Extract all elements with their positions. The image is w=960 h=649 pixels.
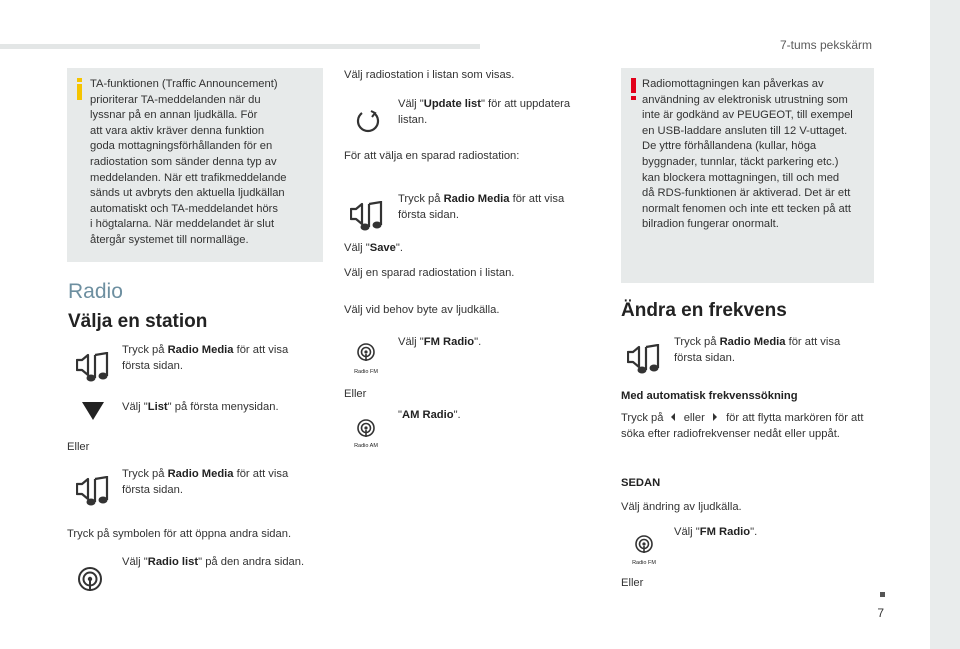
info-box (67, 68, 323, 262)
heading-change-frequency: Ändra en frekvens (621, 300, 787, 321)
intro-select-list: Välj radiostation i listan som visas. (344, 69, 515, 81)
section-title-radio: Radio (68, 280, 123, 303)
step-radio-media: Tryck på Radio Media för att visa första sidan. (122, 344, 289, 372)
page-number: 7 (877, 606, 884, 620)
step-radio-media-3: Tryck på Radio Media för att visa första sidan. (398, 193, 565, 221)
top-rule (0, 44, 480, 49)
radio-media-icon (76, 476, 110, 506)
triangle-down-icon (81, 401, 105, 421)
then-label: SEDAN (621, 477, 661, 489)
radio-media-icon (76, 352, 110, 382)
radio-fm-icon (356, 343, 376, 365)
heading-select-station: Välja en station (68, 311, 208, 332)
warning-text: Radiomottagningen kan påverkas av användning av elektronisk utrustning som inte är godkänd av PEUGEOT, till exempel en USB-laddare ansluten till 12 V-uttaget. De yttre förhållandena (kullar, höga byggnader, tunnlar, täckt parkering etc.) kan blockera mottagningen, till och med då RDS-funktionen är aktiverad. Det är ett normalt fenomen och inte ett tecken på att bilradion fungerar onormalt. (642, 78, 853, 231)
choose-saved-station: Välj en sparad radiostation i listan. (344, 267, 515, 279)
step-radio-media-2: Tryck på Radio Media för att visa första sidan. (122, 468, 289, 496)
change-source-text: Välj vid behov byte av ljudkälla. (344, 304, 500, 316)
or-label: Eller (344, 388, 367, 400)
warning-icon (629, 78, 639, 100)
radio-fm-icon (634, 535, 654, 557)
radio-am-icon (356, 419, 376, 441)
or-label: Eller (67, 441, 90, 453)
step-radio-list: Välj "Radio list" på den andra sidan. (122, 556, 305, 568)
step-radio-media-4: Tryck på Radio Media för att visa första sidan. (674, 336, 841, 364)
note-second-page: Tryck på symbolen för att öppna andra sidan. (67, 528, 292, 540)
saved-station-intro: För att välja en sparad radiostation: (344, 150, 520, 162)
step-am-radio: "AM Radio". (398, 409, 461, 421)
arrow-left-icon (671, 413, 675, 421)
radio-media-icon (627, 344, 661, 374)
arrow-right-icon (713, 413, 717, 421)
step-list: Välj "List" på första menysidan. (122, 401, 279, 413)
side-tab (930, 0, 960, 649)
step-fm-radio: Välj "FM Radio". (398, 336, 482, 348)
page-header: 7-tums pekskärm (779, 38, 872, 52)
step-save: Välj "Save". (344, 242, 403, 254)
continuation-marker (880, 592, 885, 597)
step-fm-radio-2: Välj "FM Radio". (674, 526, 758, 538)
auto-search-heading: Med automatisk frekvenssökning (621, 390, 798, 402)
radio-list-icon (77, 566, 103, 592)
radio-am-caption: Radio AM (354, 443, 378, 449)
radio-media-icon (350, 201, 384, 231)
radio-fm-caption: Radio FM (354, 369, 378, 375)
radio-fm-caption: Radio FM (632, 560, 656, 566)
change-source-text-2: Välj ändring av ljudkälla. (621, 501, 742, 513)
info-icon (75, 78, 85, 100)
or-label: Eller (621, 577, 644, 589)
warning-box (621, 68, 874, 283)
auto-search-text: Tryck på eller för att flytta markören för att söka efter radiofrekvenser nedåt eller uppåt. (621, 412, 864, 440)
step-update-list: Välj "Update list" för att uppdatera listan. (398, 98, 571, 126)
info-text: TA-funktionen (Traffic Announcement) prioriterar TA-meddelanden när du lyssnar på en annan ljudkälla. För att vara aktiv kräver denna funktion goda mottagningsförhållanden för en radiostation som sänder denna typ av meddelanden. När ett trafikmeddelande sänds ut avbryts den aktuella ljudkällan automatiskt och TA-meddelandet hörs i högtalarna. När meddelandet är slut återgår systemet till normalläge. (90, 78, 287, 246)
refresh-icon (356, 109, 380, 133)
